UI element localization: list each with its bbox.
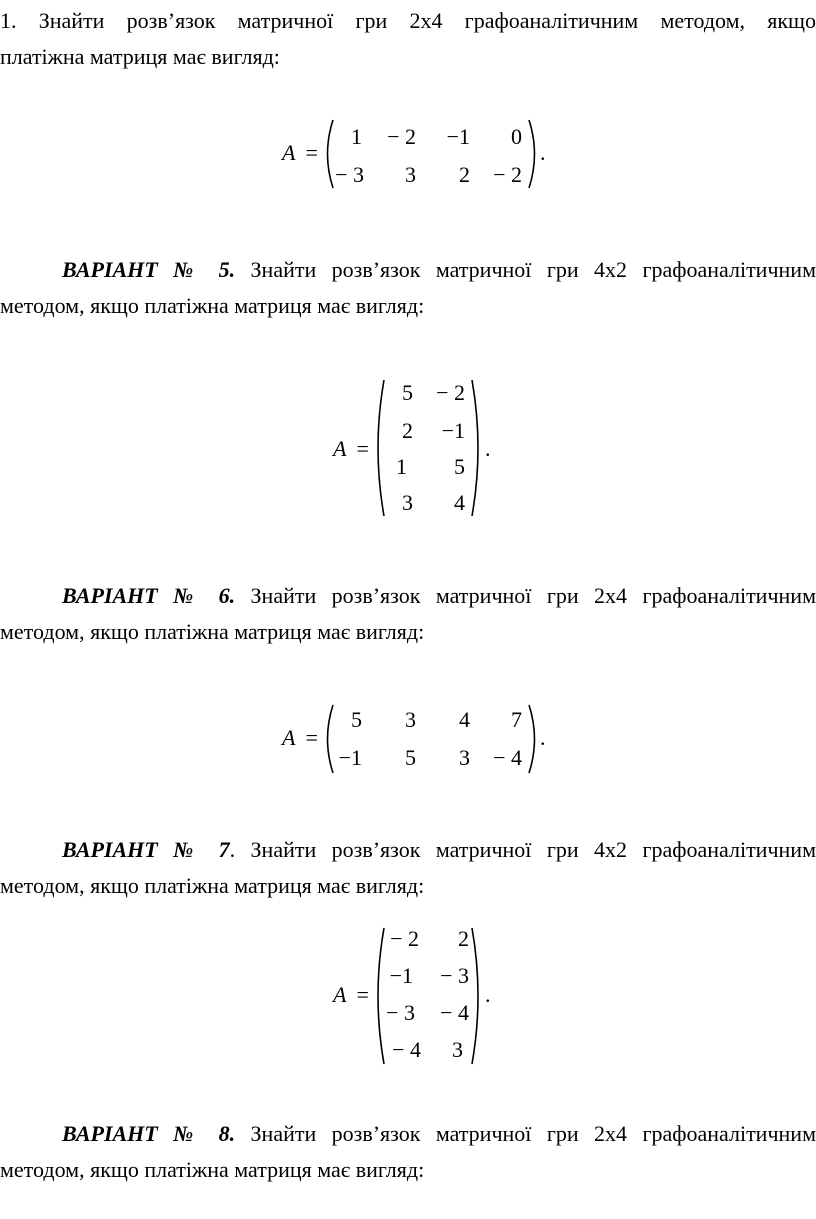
equals-sign: = — [305, 140, 318, 165]
matrix-symbol: A — [282, 725, 296, 750]
cell-r2-c3: 2 — [459, 162, 470, 187]
variant-6-text-1: Знайти розв’язок матричної гри 2х4 графоаналітичним — [235, 583, 816, 608]
matrix-lhs — [282, 725, 318, 751]
variant-8-text-1: Знайти розв’язок матричної гри 2х4 графоаналітичним — [235, 1121, 816, 1146]
cell-r2-c1: 2 — [402, 418, 413, 443]
cell-r4-c1: − 4 — [392, 1037, 421, 1062]
variant-6-heading: ВАРІАНТ № 6. — [62, 583, 236, 608]
cell-r3-c2: 5 — [454, 454, 465, 479]
matrix-symbol: A — [333, 982, 347, 1007]
cell-r1-c3: −1 — [446, 124, 470, 149]
cell-r3-c1: − 3 — [386, 1000, 415, 1025]
cell-r1-c2: 3 — [405, 707, 416, 732]
cell-r2-c2: 5 — [405, 745, 416, 770]
cell-r1-c2: 2 — [458, 926, 469, 951]
cell-r1-c2: − 2 — [387, 124, 416, 149]
variant-5-line-1 — [0, 252, 816, 288]
matrix-lhs — [333, 982, 369, 1008]
matrix-equation-variant-6 — [282, 703, 552, 775]
variant-5-line-2: методом, якщо платіжна матриця має вигляд: — [0, 293, 425, 318]
variant-8-text — [0, 1116, 816, 1188]
right-paren — [469, 926, 485, 1066]
cell-r4-c1: 3 — [402, 490, 413, 515]
cell-r1-c3: 4 — [459, 707, 470, 732]
cell-r1-c1: 5 — [351, 707, 362, 732]
matrix-period: . — [540, 140, 546, 165]
variant-5-text — [0, 252, 816, 324]
matrix-lhs — [282, 140, 318, 166]
matrix-period: . — [485, 436, 491, 461]
equals-sign: = — [356, 982, 369, 1007]
cell-r1-c1: 5 — [402, 380, 413, 405]
cell-r1-c2: − 2 — [436, 380, 465, 405]
problem-1-line-2: платіжна матриця має вигляд: — [0, 44, 280, 69]
cell-r3-c1: 1 — [396, 454, 407, 479]
variant-5-text-1: Знайти розв’язок матричної гри 4х2 графоаналітичним — [235, 257, 816, 282]
matrix-period: . — [540, 725, 546, 750]
cell-r2-c1: −1 — [338, 745, 362, 770]
cell-r3-c2: − 4 — [440, 1000, 469, 1025]
matrix-symbol: A — [333, 436, 347, 461]
equals-sign: = — [356, 436, 369, 461]
problem-1-line-1: 1. Знайти розв’язок матричної гри 2х4 графоаналітичним методом, якщо — [0, 8, 816, 33]
variant-8-heading: ВАРІАНТ № 8. — [62, 1121, 236, 1146]
cell-r2-c2: −1 — [441, 418, 465, 443]
equals-sign: = — [305, 725, 318, 750]
matrix-period: . — [485, 982, 491, 1007]
variant-6-text — [0, 578, 816, 650]
variant-7-heading: ВАРІАНТ № 7 — [62, 837, 230, 862]
cell-r2-c2: 3 — [405, 162, 416, 187]
cell-r4-c2: 4 — [454, 490, 465, 515]
cell-r4-c2: 3 — [452, 1037, 463, 1062]
cell-r2-c3: 3 — [459, 745, 470, 770]
cell-r2-c4: − 4 — [493, 745, 522, 770]
cell-r1-c4: 7 — [511, 707, 522, 732]
right-paren — [469, 378, 485, 518]
problem-1-text — [0, 3, 816, 75]
variant-7-line-1 — [0, 832, 816, 868]
variant-6-line-1 — [0, 578, 816, 614]
variant-8-line-2: методом, якщо платіжна матриця має вигляд: — [0, 1157, 425, 1182]
matrix-symbol: A — [282, 140, 296, 165]
variant-7-text-1: . Знайти розв’язок матричної гри 4х2 графоаналітичним — [229, 837, 816, 862]
cell-r1-c4: 0 — [511, 124, 522, 149]
variant-5-heading: ВАРІАНТ № 5. — [62, 257, 236, 282]
variant-7-text — [0, 832, 816, 904]
variant-8-line-1 — [0, 1116, 816, 1152]
cell-r2-c1: − 3 — [335, 162, 364, 187]
matrix-equation-variant-5 — [333, 378, 503, 518]
cell-r1-c1: − 2 — [390, 926, 419, 951]
matrix-equation-variant-7 — [333, 926, 503, 1066]
cell-r2-c4: − 2 — [493, 162, 522, 187]
matrix-equation-problem-1 — [282, 118, 552, 188]
variant-6-line-2: методом, якщо платіжна матриця має вигляд: — [0, 619, 425, 644]
cell-r2-c2: − 3 — [440, 963, 469, 988]
cell-r1-c1: 1 — [351, 124, 362, 149]
cell-r2-c1: −1 — [389, 963, 413, 988]
variant-7-line-2: методом, якщо платіжна матриця має вигляд: — [0, 873, 425, 898]
